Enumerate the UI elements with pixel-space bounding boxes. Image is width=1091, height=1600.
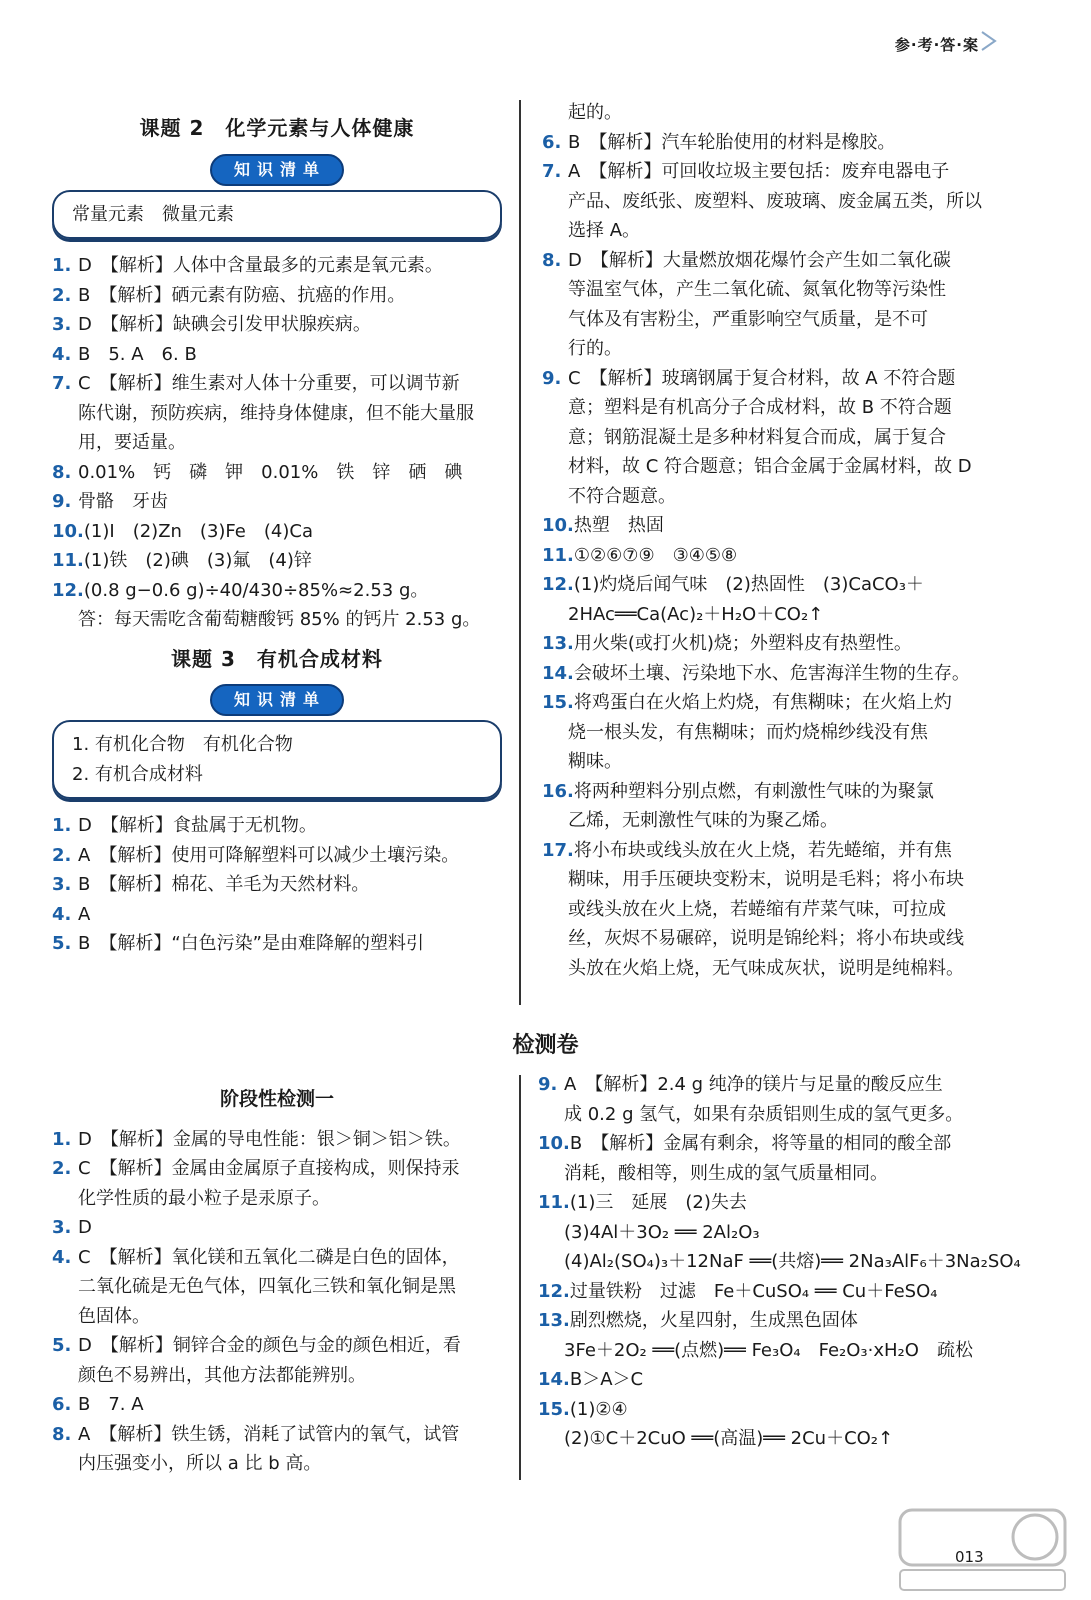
item-number: 4.	[52, 343, 72, 365]
list-item	[542, 895, 997, 925]
item-text: 会破坏土壤、污染地下水、危害海洋生物的生存。	[573, 662, 970, 684]
item-number: 12.	[542, 574, 574, 595]
item-text: 将小布块或线头放在火上烧，若先蜷缩，并有焦	[573, 839, 952, 861]
item-number: 11.	[538, 1192, 570, 1213]
item-number: 11.	[542, 544, 574, 566]
item-text: (0.8 g−0.6 g)÷40/430÷85%≈2.53 g。	[83, 579, 429, 601]
item-number: 5.	[52, 1335, 72, 1356]
box-line: 1. 有机化合物 有机化合物	[72, 734, 293, 755]
list-item	[52, 310, 502, 340]
item-text: 热塑 热固	[573, 515, 664, 536]
list-item	[52, 576, 502, 606]
watermark-logo	[895, 1500, 1070, 1595]
item-text: B 【解析】汽车轮胎使用的材料是橡胶。	[568, 131, 896, 153]
list-item	[542, 482, 997, 512]
item-text: (3)4Al＋3O₂ ══ 2Al₂O₃	[564, 1221, 760, 1243]
item-number: 1.	[52, 1128, 72, 1150]
list-item	[52, 1361, 502, 1391]
list-item	[542, 954, 997, 984]
list-item	[542, 98, 997, 128]
page-number: 013	[955, 1548, 984, 1566]
list-item	[538, 1424, 998, 1454]
item-number: 9.	[52, 491, 72, 512]
item-text: 丝，灰烬不易碾碎，说明是锦纶料；将小布块或线	[568, 928, 964, 949]
item-text: 等温室气体，产生二氧化硫、氮氧化物等污染性	[568, 279, 946, 300]
list-item	[542, 246, 997, 276]
item-number: 3.	[52, 314, 72, 335]
item-text: 剧烈燃烧，火星四射，生成黑色固体	[569, 1310, 858, 1331]
answer-list	[52, 251, 502, 635]
item-text: (1)三 延展 (2)失去	[569, 1192, 747, 1213]
list-item	[52, 870, 502, 900]
item-number: 8.	[52, 1423, 72, 1445]
list-item	[52, 1243, 502, 1273]
list-item	[52, 251, 502, 281]
item-text: 陈代谢，预防疾病，维持身体健康，但不能大量服	[78, 402, 474, 424]
item-number: 7.	[52, 373, 72, 394]
list-item	[542, 216, 997, 246]
item-text: 内压强变小，所以 a 比 b 高。	[78, 1453, 322, 1474]
list-item	[542, 541, 997, 571]
list-item	[542, 659, 997, 689]
list-item	[52, 811, 502, 841]
item-text: 气体及有害粉尘，严重影响空气质量，是不可	[568, 308, 928, 330]
item-text: D 【解析】金属的导电性能：银＞铜＞铝＞铁。	[78, 1128, 461, 1150]
item-text: B 【解析】硒元素有防癌、抗癌的作用。	[78, 284, 406, 306]
list-item	[538, 1188, 998, 1218]
list-item	[542, 511, 997, 541]
list-item	[542, 305, 997, 335]
item-number: 10.	[542, 515, 574, 536]
item-text: D 【解析】大量燃放烟花爆竹会产生如二氧化碳	[568, 249, 951, 271]
item-number: 16.	[542, 780, 574, 802]
item-text: 将两种塑料分别点燃，有刺激性气味的为聚氯	[573, 780, 934, 802]
item-text: 答：每天需吃含葡萄糖酸钙 85% 的钙片 2.53 g。	[78, 609, 481, 630]
list-item	[542, 718, 997, 748]
list-item	[52, 1154, 502, 1184]
item-text: 意；塑料是有机高分子合成材料，故 B 不符合题	[568, 397, 952, 418]
item-text: 不符合题意。	[568, 485, 676, 507]
right-column-top	[542, 98, 997, 983]
list-item	[52, 1272, 502, 1302]
left-column-bottom	[52, 1085, 502, 1479]
item-text: 或线头放在火上烧，若蜷缩有芹菜气味，可拉成	[568, 898, 946, 920]
list-item	[538, 1070, 998, 1100]
knowledge-box-2	[52, 720, 502, 799]
list-item	[52, 900, 502, 930]
list-item	[52, 1184, 502, 1214]
item-number: 2.	[52, 284, 72, 306]
list-item	[542, 128, 997, 158]
list-item	[538, 1159, 998, 1189]
knowledge-box	[52, 190, 502, 240]
list-item	[52, 1302, 502, 1332]
test-title: 阶段性检测一	[219, 1088, 334, 1110]
list-item	[52, 841, 502, 871]
item-number: 14.	[542, 662, 574, 684]
item-number: 4.	[52, 903, 72, 925]
list-item	[538, 1336, 998, 1366]
item-number: 12.	[52, 579, 84, 601]
item-number: 10.	[538, 1133, 570, 1154]
item-text: D 【解析】缺碘会引发甲状腺疾病。	[78, 314, 371, 335]
item-text: 选择 A。	[568, 220, 641, 241]
list-item	[52, 605, 502, 635]
answer-list-2	[52, 811, 502, 959]
list-item	[542, 865, 997, 895]
item-text: 起的。	[568, 102, 622, 123]
item-number: 9.	[538, 1074, 558, 1095]
item-text: D 【解析】铜锌合金的颜色与金的颜色相近，看	[78, 1335, 461, 1356]
item-number: 1.	[52, 815, 72, 836]
list-item	[542, 688, 997, 718]
answer-list-4	[52, 1125, 502, 1479]
item-number: 6.	[542, 131, 562, 153]
list-item	[538, 1129, 998, 1159]
item-text: 将鸡蛋白在火焰上灼烧，有焦糊味；在火焰上灼	[573, 692, 952, 713]
item-number: 7.	[542, 161, 562, 182]
item-number: 15.	[542, 692, 574, 713]
item-text: 产品、废纸张、废塑料、废玻璃、废金属五类，所以	[568, 190, 982, 212]
item-text: B＞A＞C	[569, 1369, 644, 1390]
list-item	[542, 275, 997, 305]
list-item	[52, 1213, 502, 1243]
item-number: 17.	[542, 839, 574, 861]
list-item	[542, 747, 997, 777]
item-text: 糊味。	[568, 751, 622, 772]
list-item	[538, 1100, 998, 1130]
list-item	[52, 399, 502, 429]
item-text: A 【解析】使用可降解塑料可以减少土壤污染。	[78, 844, 460, 866]
list-item	[538, 1218, 998, 1248]
item-text: B 7. A	[78, 1394, 144, 1415]
item-text: (1)灼烧后闻气味 (2)热固性 (3)CaCO₃＋	[573, 574, 924, 595]
item-number: 12.	[538, 1280, 570, 1302]
item-text: (1)②④	[569, 1398, 628, 1420]
list-item	[52, 369, 502, 399]
item-number: 13.	[538, 1310, 570, 1331]
item-text: (1)铁 (2)碘 (3)氟 (4)锌	[83, 550, 312, 571]
item-number: 11.	[52, 550, 84, 571]
list-item	[538, 1395, 998, 1425]
item-text: (2)①C＋2CuO ══(高温)══ 2Cu＋CO₂↑	[564, 1428, 894, 1449]
item-text: D 【解析】人体中含量最多的元素是氧元素。	[78, 255, 443, 276]
item-text: ①②⑥⑦⑨ ③④⑤⑧	[573, 544, 738, 566]
list-item	[52, 517, 502, 547]
list-item	[542, 334, 997, 364]
item-text: 二氧化硫是无色气体，四氧化三铁和氧化铜是黑	[78, 1276, 456, 1297]
right-column-bottom	[538, 1070, 1021, 1454]
list-item	[538, 1306, 998, 1336]
item-number: 2.	[52, 844, 72, 866]
list-item	[542, 364, 997, 394]
knowledge-list-badge-2: 知识清单	[210, 684, 344, 716]
list-item	[542, 836, 997, 866]
box-line: 2. 有机合成材料	[72, 763, 203, 785]
item-text: C 【解析】氧化镁和五氧化二磷是白色的固体，	[78, 1246, 460, 1268]
item-text: 乙烯，无刺激性气味的为聚乙烯。	[568, 810, 838, 831]
item-text: 色固体。	[78, 1305, 150, 1327]
item-text: 材料，故 C 符合题意；铝合金属于金属材料，故 D	[568, 456, 972, 477]
list-item	[52, 1390, 502, 1420]
item-text: 头放在火焰上烧，无气味成灰状，说明是纯棉料。	[568, 957, 964, 979]
item-number: 8.	[52, 461, 72, 483]
item-text: 糊味，用手压硬块变粉末，说明是毛料；将小布块	[568, 869, 964, 890]
item-number: 3.	[52, 874, 72, 895]
item-text: 用，要适量。	[78, 432, 186, 453]
item-text: 颜色不易辨出，其他方法都能辨别。	[78, 1364, 366, 1386]
list-item	[542, 393, 997, 423]
list-item	[52, 1331, 502, 1361]
item-text: B 【解析】棉花、羊毛为天然材料。	[78, 874, 370, 895]
item-text: B 【解析】“白色污染”是由难降解的塑料引	[78, 933, 424, 954]
knowledge-list-badge: 知识清单	[210, 154, 344, 186]
item-text: 成 0.2 g 氢气，如果有杂质铝则生成的氢气更多。	[564, 1103, 964, 1125]
list-item	[542, 452, 997, 482]
item-number: 4.	[52, 1246, 72, 1268]
item-number: 10.	[52, 520, 84, 542]
item-number: 15.	[538, 1398, 570, 1420]
list-item	[542, 570, 997, 600]
list-item	[542, 187, 997, 217]
item-text: (4)Al₂(SO₄)₃＋12NaF ══(共熔)══ 2Na₃AlF₆＋3Na₂SO₄	[564, 1251, 1021, 1272]
box-line: 常量元素 微量元素	[72, 203, 234, 225]
item-text: 意；钢筋混凝土是多种材料复合而成，属于复合	[568, 426, 946, 448]
item-text: 2HAc══Ca(Ac)₂＋H₂O＋CO₂↑	[568, 603, 824, 625]
left-column-top	[52, 110, 502, 959]
item-text: 3Fe＋2O₂ ══(点燃)══ Fe₃O₄ Fe₂O₃·xH₂O 疏松	[564, 1339, 973, 1361]
list-item	[542, 157, 997, 187]
list-item	[542, 629, 997, 659]
item-number: 2.	[52, 1158, 72, 1179]
item-text: D 【解析】食盐属于无机物。	[78, 815, 317, 836]
column-divider-bottom	[519, 1075, 521, 1480]
list-item	[52, 546, 502, 576]
list-item	[52, 929, 502, 959]
item-number: 5.	[52, 933, 72, 954]
item-text: (1)I (2)Zn (3)Fe (4)Ca	[83, 520, 313, 542]
list-item	[538, 1365, 998, 1395]
list-item	[52, 1125, 502, 1155]
answer-list-5	[538, 1070, 1021, 1454]
column-divider-top	[519, 100, 521, 1005]
list-item	[52, 1420, 502, 1450]
list-item	[542, 924, 997, 954]
item-text: C 【解析】金属由金属原子直接构成，则保持汞	[78, 1158, 460, 1179]
item-number: 3.	[52, 1217, 72, 1238]
item-text: A	[78, 903, 91, 925]
list-item	[52, 458, 502, 488]
item-text: C 【解析】维生素对人体十分重要，可以调节新	[78, 373, 460, 394]
list-item	[52, 1449, 502, 1479]
item-text: 过量铁粉 过滤 Fe＋CuSO₄ ══ Cu＋FeSO₄	[569, 1280, 938, 1302]
item-text: 骨骼 牙齿	[78, 491, 168, 512]
item-text: 消耗，酸相等，则生成的氢气质量相同。	[564, 1162, 888, 1184]
item-text: 0.01% 钙 磷 钾 0.01% 铁 锌 硒 碘	[78, 461, 463, 483]
answer-list-3	[542, 98, 997, 983]
list-item	[52, 281, 502, 311]
item-text: B 5. A 6. B	[78, 343, 197, 365]
list-item	[542, 423, 997, 453]
running-header: 参·考·答·案	[894, 36, 979, 54]
item-text: B 【解析】金属有剩余，将等量的相同的酸全部	[569, 1133, 952, 1154]
item-text: 烧一根头发，有焦糊味；而灼烧棉纱线没有焦	[568, 721, 928, 743]
list-item	[538, 1277, 998, 1307]
item-number: 1.	[52, 255, 72, 276]
item-number: 13.	[542, 633, 574, 654]
item-number: 14.	[538, 1369, 570, 1390]
list-item	[538, 1247, 1021, 1277]
item-text: D	[78, 1217, 92, 1238]
chevron-right-icon	[979, 30, 999, 52]
item-text: C 【解析】玻璃钢属于复合材料，故 A 不符合题	[568, 367, 956, 389]
item-number: 6.	[52, 1394, 72, 1415]
list-item	[52, 340, 502, 370]
item-text: 行的。	[568, 338, 622, 359]
lesson-title-2: 课题 3 有机合成材料	[171, 646, 383, 671]
item-text: A 【解析】铁生锈，消耗了试管内的氧气，试管	[78, 1423, 460, 1445]
section-title: 检测卷	[512, 1033, 579, 1058]
list-item	[52, 487, 502, 517]
list-item	[542, 600, 997, 630]
item-number: 8.	[542, 249, 562, 271]
item-text: A 【解析】2.4 g 纯净的镁片与足量的酸反应生	[564, 1074, 943, 1095]
item-text: A 【解析】可回收垃圾主要包括：废弃电器电子	[568, 161, 950, 182]
list-item	[542, 806, 997, 836]
list-item	[542, 777, 997, 807]
lesson-title: 课题 2 化学元素与人体健康	[139, 116, 415, 140]
list-item	[52, 428, 502, 458]
item-text: 用火柴(或打火机)烧；外塑料皮有热塑性。	[573, 633, 912, 654]
item-number: 9.	[542, 367, 562, 389]
item-text: 化学性质的最小粒子是汞原子。	[78, 1187, 330, 1209]
